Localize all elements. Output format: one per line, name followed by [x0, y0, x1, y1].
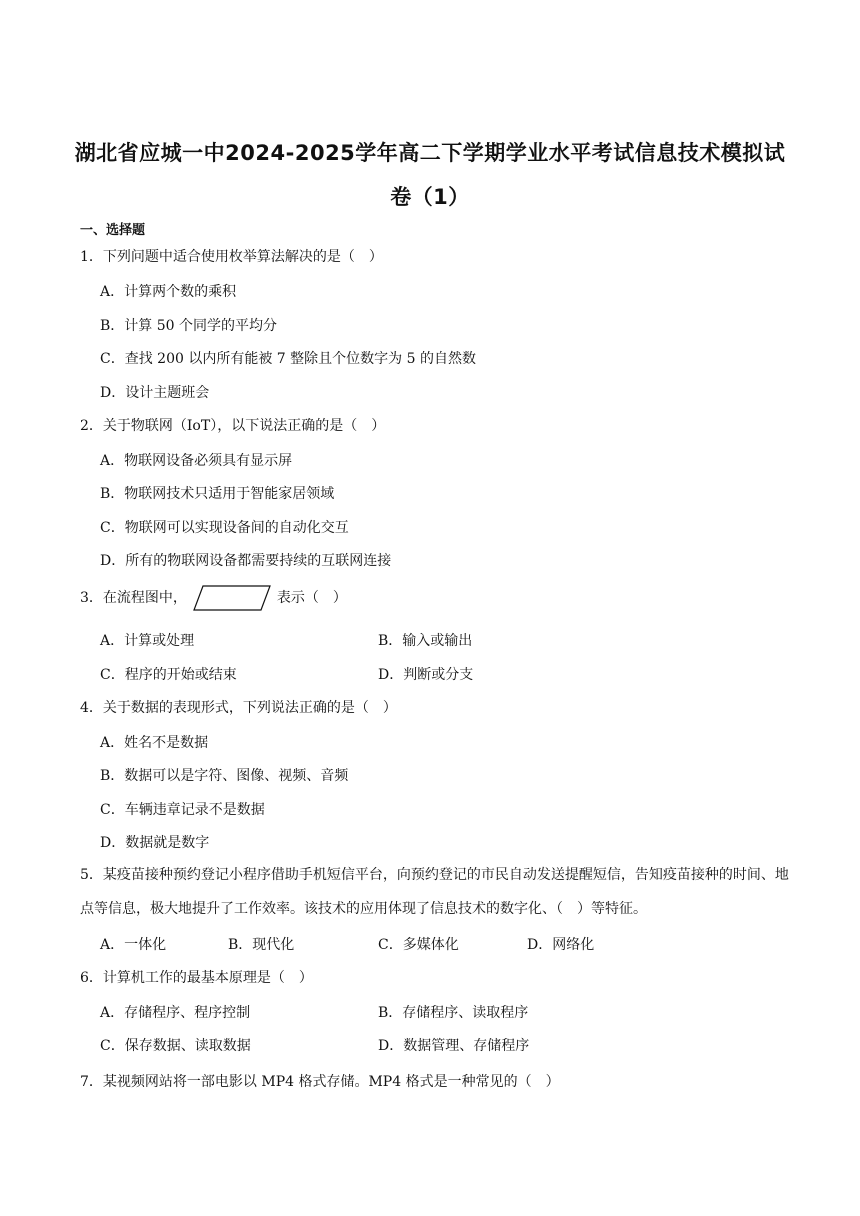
question-3-option-a: A．计算或处理	[100, 633, 195, 649]
question-2-option-b: B．物联网技术只适用于智能家居领域	[100, 486, 335, 502]
question-2-option-d: D．所有的物联网设备都需要持续的互联网连接	[100, 553, 392, 569]
exam-title-line2: 卷（1）	[390, 185, 470, 209]
question-6-option-c: C．保存数据、读取数据	[100, 1038, 251, 1054]
question-3-stem-before: 3．在流程图中，	[80, 590, 187, 606]
question-5-stem: 5．某疫苗接种预约登记小程序借助手机短信平台，向预约登记的市民自动发送提醒短信，告知疫苗接种的时间、地点等信息，极大地提升了工作效率。该技术的应用体现了信息技术的数字化、（ ）等特征。	[80, 867, 789, 917]
question-2-stem: 2．关于物联网（IoT），以下说法正确的是（ ）	[80, 418, 386, 434]
section-heading: 一、选择题	[80, 223, 146, 238]
question-3-option-b: B．输入或输出	[378, 633, 473, 649]
parallelogram-icon	[193, 585, 271, 611]
question-3-stem	[80, 583, 347, 613]
question-4-option-b: B．数据可以是字符、图像、视频、音频	[100, 768, 349, 784]
question-1-option-d: D．设计主题班会	[100, 385, 210, 401]
question-6-option-a: A．存储程序、程序控制	[100, 1005, 251, 1021]
question-4-stem: 4．关于数据的表现形式，下列说法正确的是（ ）	[80, 700, 397, 716]
question-2-option-a: A．物联网设备必须具有显示屏	[100, 453, 293, 469]
question-3-stem-after: 表示（ ）	[276, 590, 347, 606]
question-3-option-d: D．判断或分支	[378, 667, 474, 683]
question-5-option-c: C．多媒体化	[378, 937, 459, 953]
question-2-option-c: C．物联网可以实现设备间的自动化交互	[100, 520, 349, 536]
question-5-option-a: A．一体化	[100, 937, 167, 953]
question-4-option-d: D．数据就是数字	[100, 835, 210, 851]
exam-title-line1: 湖北省应城一中2024-2025学年高二下学期学业水平考试信息技术模拟试	[74, 141, 786, 165]
question-1-option-a: A．计算两个数的乘积	[100, 284, 237, 300]
question-1-option-c: C．查找 200 以内所有能被 7 整除且个位数字为 5 的自然数	[100, 351, 476, 367]
question-6-stem: 6．计算机工作的最基本原理是（ ）	[80, 970, 313, 986]
question-1-option-b: B．计算 50 个同学的平均分	[100, 318, 278, 334]
question-4-option-a: A．姓名不是数据	[100, 735, 209, 751]
question-7-stem: 7．某视频网站将一部电影以 MP4 格式存储。MP4 格式是一种常见的（ ）	[80, 1074, 560, 1090]
question-5-option-d: D．网络化	[527, 937, 595, 953]
question-6-option-d: D．数据管理、存储程序	[378, 1038, 530, 1054]
question-1-stem: 1．下列问题中适合使用枚举算法解决的是（ ）	[80, 249, 383, 265]
question-5-option-b: B．现代化	[228, 937, 295, 953]
question-4-option-c: C．车辆违章记录不是数据	[100, 802, 265, 818]
question-6-option-b: B．存储程序、读取程序	[378, 1005, 529, 1021]
question-3-option-c: C．程序的开始或结束	[100, 667, 237, 683]
